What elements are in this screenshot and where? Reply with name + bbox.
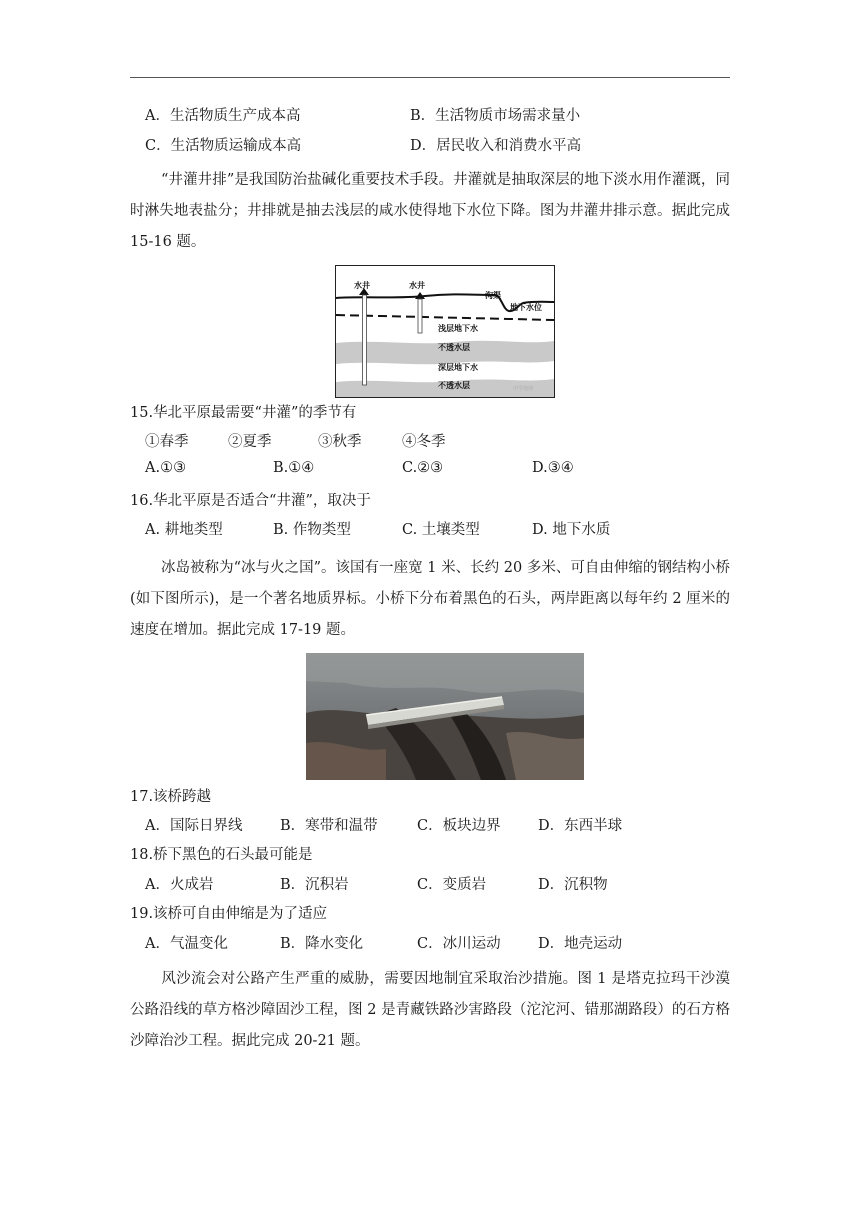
label-well-1: 水井 <box>354 281 370 290</box>
label-deep-groundwater: 深层地下水 <box>438 363 478 372</box>
passage-sand-barrier-text: 风沙流会对公路产生严重的威胁，需要因地制宜采取治沙措施。图 1 是塔克拉玛干沙漠公路沿线的草方格沙障固沙工程，图 2 是青藏铁路沙害路段（沱沱河、错那湖路段）的石方格沙障治沙工程。据此完成 20-21 题。 <box>130 971 730 1049</box>
q15-item-3: ③秋季 <box>318 434 362 450</box>
label-impermeable-2: 不透水层 <box>438 381 470 390</box>
q18-option-c[interactable]: C．变质岩 <box>417 877 487 893</box>
passage-well-irrigation <box>130 165 730 258</box>
q17-option-d[interactable]: D．东西半球 <box>538 818 623 834</box>
q19-option-d[interactable]: D．地壳运动 <box>538 936 623 952</box>
q17-option-c[interactable]: C．板块边界 <box>417 818 501 834</box>
q17-stem: 17.该桥跨越 <box>130 789 212 805</box>
q16-option-d[interactable]: D. 地下水质 <box>532 522 611 538</box>
header-rule <box>130 77 730 78</box>
q16-option-c[interactable]: C. 土壤类型 <box>402 522 480 538</box>
q19-option-c[interactable]: C．冰川运动 <box>417 936 501 952</box>
diagram-watermark: 中学地理 <box>513 386 534 392</box>
label-well-2: 水井 <box>409 281 425 290</box>
q15-option-c[interactable]: C.②③ <box>402 460 444 476</box>
q14-option-a[interactable]: A．生活物质生产成本高 <box>145 108 301 124</box>
q14-option-d[interactable]: D．居民收入和消费水平高 <box>410 138 582 154</box>
q15-stem: 15.华北平原最需要“井灌”的季节有 <box>130 405 357 421</box>
well-irrigation-diagram <box>335 265 555 398</box>
passage-sand-barrier <box>130 964 730 1057</box>
q16-option-a[interactable]: A. 耕地类型 <box>145 522 223 538</box>
q17-option-b[interactable]: B．寒带和温带 <box>280 818 378 834</box>
q16-stem: 16.华北平原是否适合“井灌”，取决于 <box>130 493 371 509</box>
q15-item-2: ②夏季 <box>228 434 272 450</box>
q15-option-d[interactable]: D.③④ <box>532 460 574 476</box>
q14-option-b[interactable]: B．生活物质市场需求量小 <box>410 108 581 124</box>
q18-option-d[interactable]: D．沉积物 <box>538 877 608 893</box>
label-shallow-groundwater: 浅层地下水 <box>438 324 478 333</box>
q18-stem: 18.桥下黑色的石头最可能是 <box>130 847 313 863</box>
q19-option-a[interactable]: A．气温变化 <box>145 936 228 952</box>
q19-stem: 19.该桥可自由伸缩是为了适应 <box>130 906 328 922</box>
label-ditch: 沟渠 <box>485 291 501 300</box>
label-impermeable-1: 不透水层 <box>438 343 470 352</box>
passage-iceland-bridge <box>130 553 730 646</box>
q15-option-b[interactable]: B.①④ <box>273 460 315 476</box>
q18-option-b[interactable]: B．沉积岩 <box>280 877 349 893</box>
bridge-photo <box>306 653 584 780</box>
q16-option-b[interactable]: B. 作物类型 <box>273 522 351 538</box>
label-water-table: 地下水位 <box>510 303 542 312</box>
passage-well-irrigation-text: “井灌井排”是我国防治盐碱化重要技术手段。井灌就是抽取深层的地下淡水用作灌溉，同时淋失地表盐分；井排就是抽去浅层的咸水使得地下水位下降。图为井灌井排示意。据此完成 15-16 题。 <box>130 172 730 250</box>
q15-item-4: ④冬季 <box>402 434 446 450</box>
q14-option-c[interactable]: C．生活物质运输成本高 <box>145 138 302 154</box>
q19-option-b[interactable]: B．降水变化 <box>280 936 364 952</box>
q18-option-a[interactable]: A．火成岩 <box>145 877 214 893</box>
q15-item-1: ①春季 <box>145 434 189 450</box>
q15-option-a[interactable]: A.①③ <box>145 460 187 476</box>
passage-iceland-bridge-text: 冰岛被称为“冰与火之国”。该国有一座宽 1 米、长约 20 多米、可自由伸缩的钢结构小桥(如下图所示)，是一个著名地质界标。小桥下分布着黑色的石头，两岸距离以每年约 2 厘米的速度在增加。据此完成 17-19 题。 <box>130 560 730 638</box>
q17-option-a[interactable]: A．国际日界线 <box>145 818 243 834</box>
